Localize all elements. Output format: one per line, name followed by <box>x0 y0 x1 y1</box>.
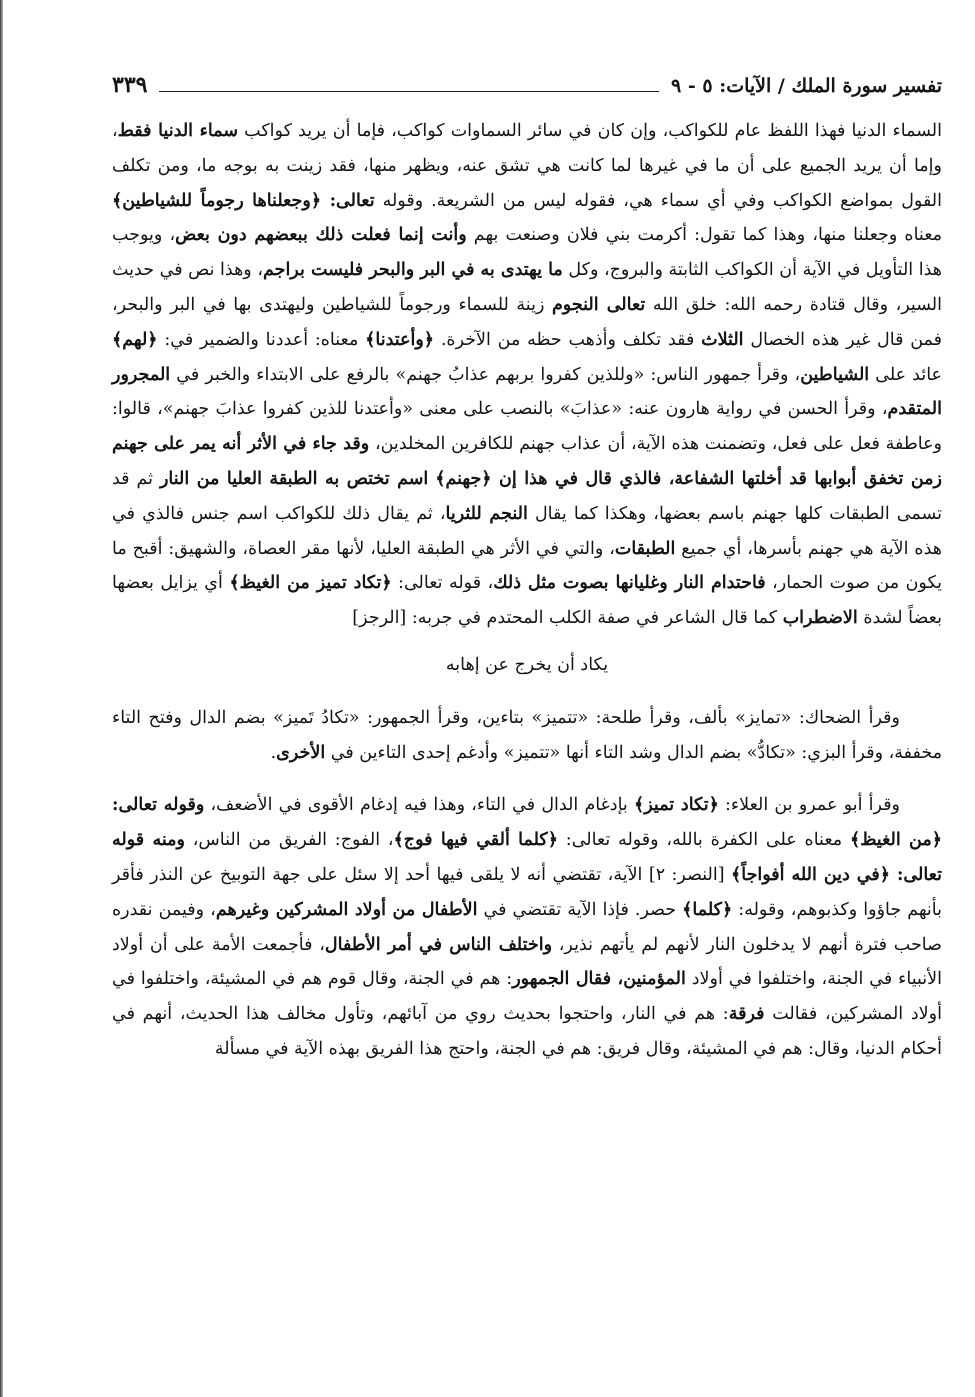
paragraph-3 <box>112 788 942 1066</box>
quran-quote: ﴿وأعتدنا﴾ <box>365 329 435 350</box>
text-run: . <box>270 742 277 763</box>
bold-run: الطبقات <box>614 538 676 559</box>
text-run: ، وفيمن نقدره صاحب فترة أنهم لا يدخلون النار لأنهم لم يأتهم نذير، <box>112 899 942 955</box>
text-run: كما قال الشاعر في صفة الكلب المحتدم في جربه: [الرجز] <box>352 608 783 629</box>
paragraph-1 <box>112 114 942 636</box>
text-run: ، والتي في الأثر هي الطبقة العليا، لأنها مقر العصاة، والشهيق: أقبح ما يكون من صوت الحمار، <box>112 538 942 594</box>
bold-run: الشياطين <box>800 364 870 385</box>
text-run: ، وقرأ الحسن في رواية هارون عنه: «عذابَ» بالنصب على معنى «وأعتدنا للذين كفروا عذابَ جهنم»، قالوا: وعاطفة فعل على فعل، وتضمنت هذه الآية، أن عذاب جهنم للكافرين المخلدين، <box>112 399 942 455</box>
paragraph-gap <box>112 770 942 788</box>
paragraph-2 <box>112 701 942 771</box>
text-run: وقرأ أبو عمرو بن العلاء: <box>718 795 901 816</box>
text-run: ، وإما أن يريد الجميع على أن ما في غيرها لما كانت هي تشق عنه، ويظهر منها، فقد زينت به بوجه ما، ومن تكلف القول بمواضع الكواكب وفي أي سماء هي، فقوله ليس من الشريعة. وقوله <box>112 121 943 211</box>
quran-quote: ﴿جهنم﴾ <box>435 468 492 489</box>
bold-run: وأنت إنما فعلت ذلك ببعضهم دون بعض <box>175 225 467 246</box>
text-run: بإدغام الدال في التاء، وهذا فيه إدغام الأقوى في الأضعف، <box>204 795 634 816</box>
text-run: وقرأ الضحاك: «تمايز» بألف، وقرأ طلحة: «تتميز» بتاءين، وقرأ الجمهور: «تكادُ تَميز» بضم الدال وفتح التاء مخففة، وقرأ البزي: «تكادُّ» بضم الدال وشد التاء أنها «تتميز» وأدغم إحدى التاءين في <box>112 707 942 763</box>
quran-quote: ﴿تكاد تميز من الغيظ﴾ <box>229 573 392 594</box>
quran-quote: ﴿تكاد تميز﴾ <box>634 795 719 816</box>
bold-run: الأخرى <box>276 742 326 763</box>
quran-quote: ﴿كلما﴾ <box>682 899 733 920</box>
text-run: ، وهذا نص في حديث السير، وقال قتادة رحمه الله: خلق الله <box>112 260 943 315</box>
bold-run: النجم للثريا <box>445 503 528 524</box>
header-title: تفسير سورة الملك / الآيات: ٥ - ٩ <box>671 75 942 97</box>
quran-quote: ومنه قوله تعالى: ﴿في دين الله أفواجاً﴾ <box>112 830 942 885</box>
bold-run: المجرور المتقدم <box>112 364 942 420</box>
quran-quote: ﴿كلما ألقي فيها فوج﴾ <box>393 830 558 851</box>
text-run: : هم في الجنة، وقال قوم هم في المشيئة، واختلفوا في أولاد المشركين، فقالت <box>112 969 942 1025</box>
running-header <box>112 62 942 102</box>
text-run: أي يزايل بعضها بعضاً لشدة <box>112 573 942 629</box>
quran-quote: تعالى: ﴿وجعلناها رجوماً للشياطين﴾ <box>112 190 375 211</box>
text-run: زينة للسماء ورجوماً للشياطين وليهتدى بها في البر والبحر، فمن قال غير هذه الخصال <box>112 294 943 350</box>
bold-run: الأطفال من أولاد المشركين وغيرهم <box>215 899 478 920</box>
text-run: عائد على <box>869 364 942 385</box>
text-run: معناه على الكفرة بالله، وقوله تعالى: <box>558 830 850 851</box>
bold-run: المؤمنين، فقال الجمهور <box>512 969 686 990</box>
text-run: ثم قد تسمى الطبقات كلها جهنم باسم بعضها، وهكذا كما يقال <box>112 468 942 524</box>
header-rule <box>159 91 659 92</box>
bold-run: الاضطراب <box>782 608 858 629</box>
bold-run: واختلف الناس في أمر الأطفال <box>324 934 553 955</box>
bold-run: تعالى النجوم <box>551 294 646 315</box>
bold-run: فاحتدام النار وغليانها بصوت مثل ذلك <box>493 573 766 594</box>
poetry-verse: يكاد أن يخرج عن إهابه <box>445 654 609 675</box>
scan-edge <box>0 0 3 1397</box>
bold-run: اسم تختص به الطبقة العليا من النار <box>159 468 429 489</box>
text-run: ، ثم يقال ذلك للكواكب اسم جنس فالذي في هذه الآية هي جهنم بأسرها، أي جميع <box>112 503 942 559</box>
quran-quote: ﴿لهم﴾ <box>112 329 158 350</box>
text-run: ، وقرأ جمهور الناس: «وللذين كفروا بربهم عذابُ جهنم» بالرفع على الابتداء والخبر في <box>170 364 801 385</box>
bold-run: ما يهتدى به في البر والبحر فليست براجم <box>262 260 563 281</box>
commentary-body <box>112 114 942 1067</box>
text-run: : هم في النار، واحتجوا بحديث روي من آبائهم، وتأول مخالف هذا الحديث، أنهم في أحكام الدنيا، وقال: هم في المشيئة، وقال فريق: هم في الجنة، واحتج هذا الفريق بهذه الآية في مسألة <box>112 1004 942 1059</box>
text-run: معناه وجعلنا منها، وهذا كما تقول: أكرمت بني فلان وصنعت بهم <box>466 225 943 246</box>
text-run: حصر. فإذا الآية تقتضي في <box>477 899 683 920</box>
bold-run: فرقة <box>728 1004 765 1025</box>
bold-run: سماء الدنيا فقط <box>117 121 239 141</box>
page-number: ٣٣٩ <box>112 72 148 98</box>
text-run: ، ويوجب هذا التأويل في الآية أن الكواكب الثابتة والبروج، وكل <box>112 225 942 281</box>
text-run: معناه: أعددنا والضمير في: <box>157 329 366 350</box>
text-run: فقد تكلف وأذهب حظه من الآخرة. <box>434 329 702 350</box>
text-run: ، قوله تعالى: <box>391 573 494 594</box>
quran-quote: وقوله تعالى: ﴿من الغيظ﴾ <box>112 795 942 851</box>
text-run: ، فأجمعت الأمة على أن أولاد الأنبياء في الجنة، واختلفوا في أولاد <box>112 934 943 990</box>
text-run: ، الفوج: الفريق من الناس، <box>184 830 394 851</box>
text-run: السماء الدنيا فهذا اللفظ عام للكواكب، وإن كان في سائر السماوات كواكب، فإما أن يريد كواكب <box>238 121 942 141</box>
text-run: [النصر: ٢] الآية، تقتضي أنه لا يلقى فيها أحد إلا سئل على جهة التوبيخ عن النذر فأقر بأنهم جاؤوا وكذبوهم، وقوله: <box>112 864 943 920</box>
bold-run: وقد جاء في الأثر أنه يمر على جهنم زمن تخفق أبوابها قد أخلتها الشفاعة، فالذي قال في هذا إن <box>112 434 942 489</box>
bold-run: الثلاث <box>701 329 744 350</box>
